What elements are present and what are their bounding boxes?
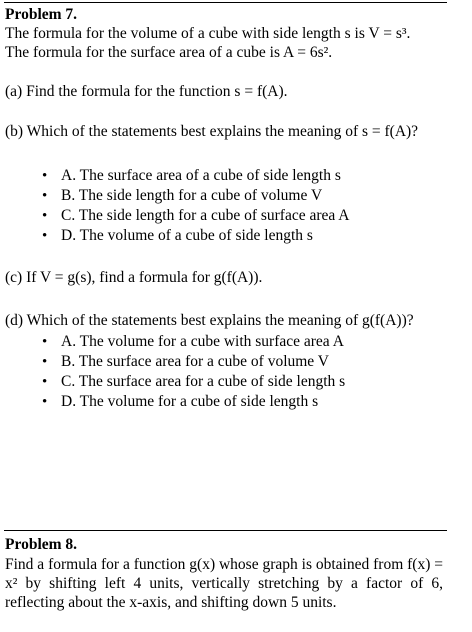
problem-7-intro-line-2: The formula for the surface area of a cube is A = 6s².: [5, 44, 333, 61]
bullet-icon: •: [42, 188, 48, 204]
problem-7-part-b-prompt: (b) Which of the statements best explains the meaning of s = f(A)?: [5, 123, 419, 140]
option-item: [42, 332, 442, 352]
option-text: B. The surface area for a cube of volume V: [61, 353, 329, 370]
option-item: [42, 392, 442, 412]
bullet-icon: •: [42, 228, 48, 244]
problem-7-part-b-options: [42, 166, 442, 246]
bullet-icon: •: [42, 334, 48, 350]
problem-7-part-c: (c) If V = g(s), find a formula for g(f(A)).: [5, 269, 263, 286]
option-text: C. The side length for a cube of surface area A: [61, 207, 350, 224]
problem-7-part-d-prompt: (d) Which of the statements best explains the meaning of g(f(A))?: [5, 312, 414, 329]
option-text: A. The surface area of a cube of side length s: [61, 167, 341, 184]
problem-7-header: [5, 5, 445, 62]
bullet-icon: •: [42, 394, 48, 410]
option-item: [42, 206, 442, 226]
option-item: [42, 372, 442, 392]
option-item: [42, 226, 442, 246]
option-text: C. The surface area for a cube of side length s: [61, 373, 346, 390]
problem-8-text: Find a formula for a function g(x) whose graph is obtained from f(x) = x² by shifting left 4 units, vertically stretching by a factor of 6, reflecting about the x-axis, and shifting down 5 units.: [5, 556, 443, 611]
option-item: [42, 352, 442, 372]
bullet-icon: •: [42, 354, 48, 370]
problem-8-title: Problem 8.: [5, 536, 78, 553]
problem-7-part-a: (a) Find the formula for the function s = f(A).: [5, 83, 288, 100]
option-text: D. The volume of a cube of side length s: [61, 227, 313, 244]
bullet-icon: •: [42, 208, 48, 224]
option-text: B. The side length for a cube of volume V: [61, 187, 323, 204]
option-item: [42, 186, 442, 206]
option-text: A. The volume for a cube with surface area A: [61, 333, 344, 350]
problem-7-intro-line-1: The formula for the volume of a cube with side length s is V = s³.: [5, 25, 411, 42]
option-text: D. The volume for a cube of side length s: [61, 393, 319, 410]
option-item: [42, 166, 442, 186]
bullet-icon: •: [42, 374, 48, 390]
problem-7-title: Problem 7.: [5, 6, 78, 23]
bullet-icon: •: [42, 168, 48, 184]
problem-8-header: [5, 535, 445, 554]
problem-7-top-rule: [4, 2, 447, 3]
problem-8-top-rule: [4, 530, 447, 531]
problem-7-part-d-options: [42, 332, 442, 412]
